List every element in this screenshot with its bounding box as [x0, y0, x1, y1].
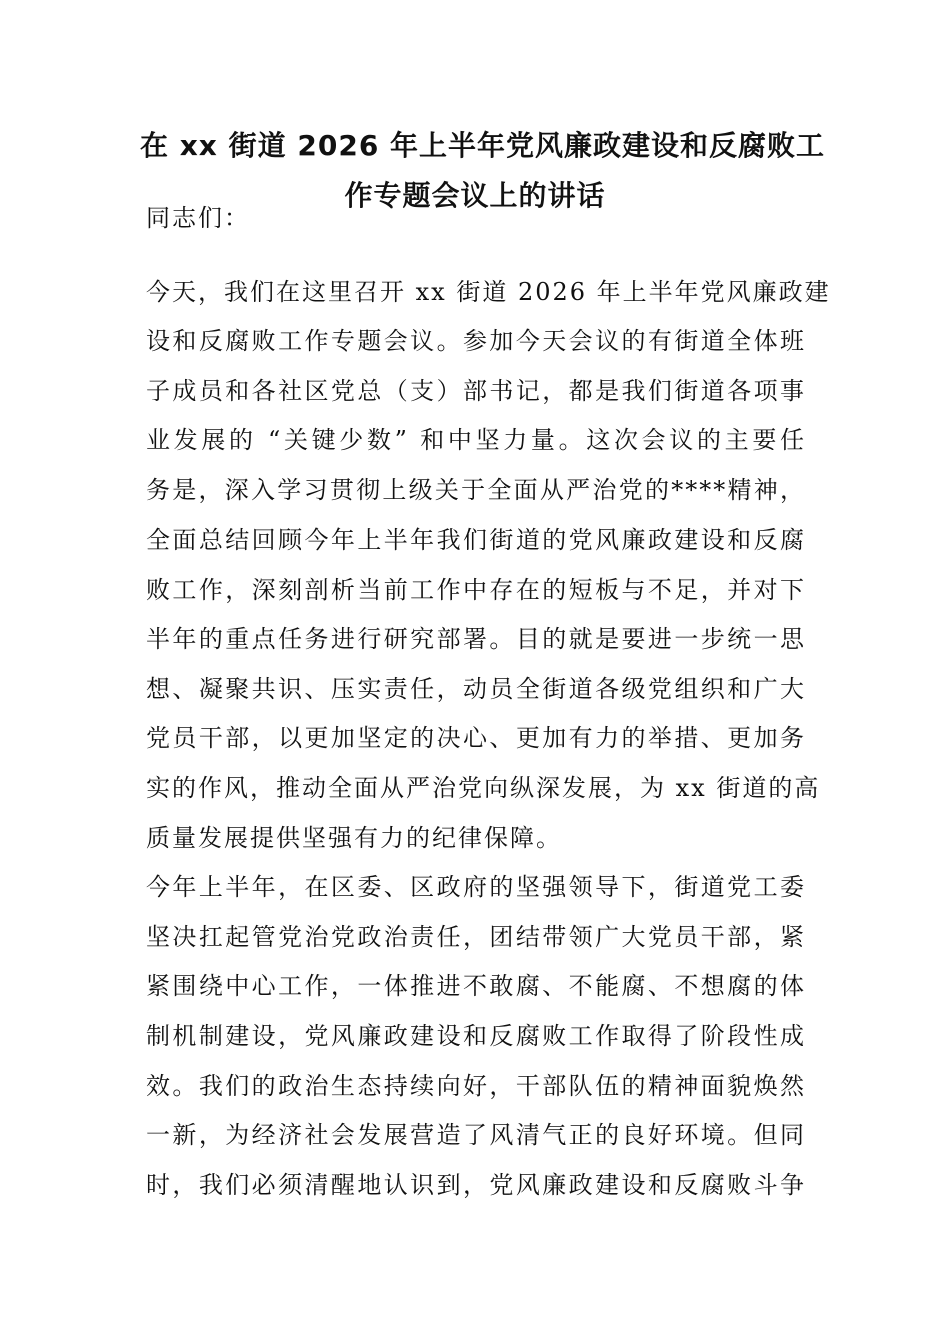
paragraph-2-line: 制机制建设，党风廉政建设和反腐败工作取得了阶段性成 — [146, 1022, 806, 1050]
paragraph-1-line: 半年的重点任务进行研究部署。目的就是要进一步统一思 — [146, 625, 806, 653]
paragraph-2-line: 今年上半年，在区委、区政府的坚强领导下，街道党工委 — [146, 873, 806, 901]
document-title-line-1: 在 xx 街道 2026 年上半年党风廉政建设和反腐败工 — [140, 129, 826, 162]
paragraph-2-line: 时，我们必须清醒地认识到，党风廉政建设和反腐败斗争 — [146, 1171, 806, 1199]
paragraph-1-line: 败工作，深刻剖析当前工作中存在的短板与不足，并对下 — [146, 576, 806, 604]
paragraph-2-line: 一新，为经济社会发展营造了风清气正的良好环境。但同 — [146, 1121, 806, 1149]
salutation: 同志们： — [146, 204, 250, 232]
paragraph-1-line: 业发展的 “关键少数” 和中坚力量。这次会议的主要任 — [146, 426, 806, 454]
document-title-line-2: 作专题会议上的讲话 — [344, 179, 606, 212]
paragraph-1-line: 质量发展提供坚强有力的纪律保障。 — [146, 824, 562, 852]
paragraph-2-line: 坚决扛起管党治党政治责任，团结带领广大党员干部，紧 — [146, 923, 806, 951]
paragraph-1-line: 今天，我们在这里召开 xx 街道 2026 年上半年党风廉政建 — [146, 278, 831, 306]
paragraph-1-line: 党员干部，以更加坚定的决心、更加有力的举措、更加务 — [146, 724, 806, 752]
paragraph-2-line: 效。我们的政治生态持续向好，干部队伍的精神面貌焕然 — [146, 1072, 806, 1100]
paragraph-1-line: 想、凝聚共识、压实责任，动员全街道各级党组织和广大 — [146, 675, 806, 703]
paragraph-1-line: 子成员和各社区党总（支）部书记，都是我们街道各项事 — [146, 377, 806, 405]
paragraph-1-line: 设和反腐败工作专题会议。参加今天会议的有街道全体班 — [146, 327, 806, 355]
paragraph-1-line: 全面总结回顾今年上半年我们街道的党风廉政建设和反腐 — [146, 526, 806, 554]
paragraph-2-line: 紧围绕中心工作，一体推进不敢腐、不能腐、不想腐的体 — [146, 972, 806, 1000]
paragraph-1-line: 务是，深入学习贯彻上级关于全面从严治党的****精神， — [146, 476, 806, 504]
paragraph-1-line: 实的作风，推动全面从严治党向纵深发展，为 xx 街道的高 — [146, 774, 821, 802]
